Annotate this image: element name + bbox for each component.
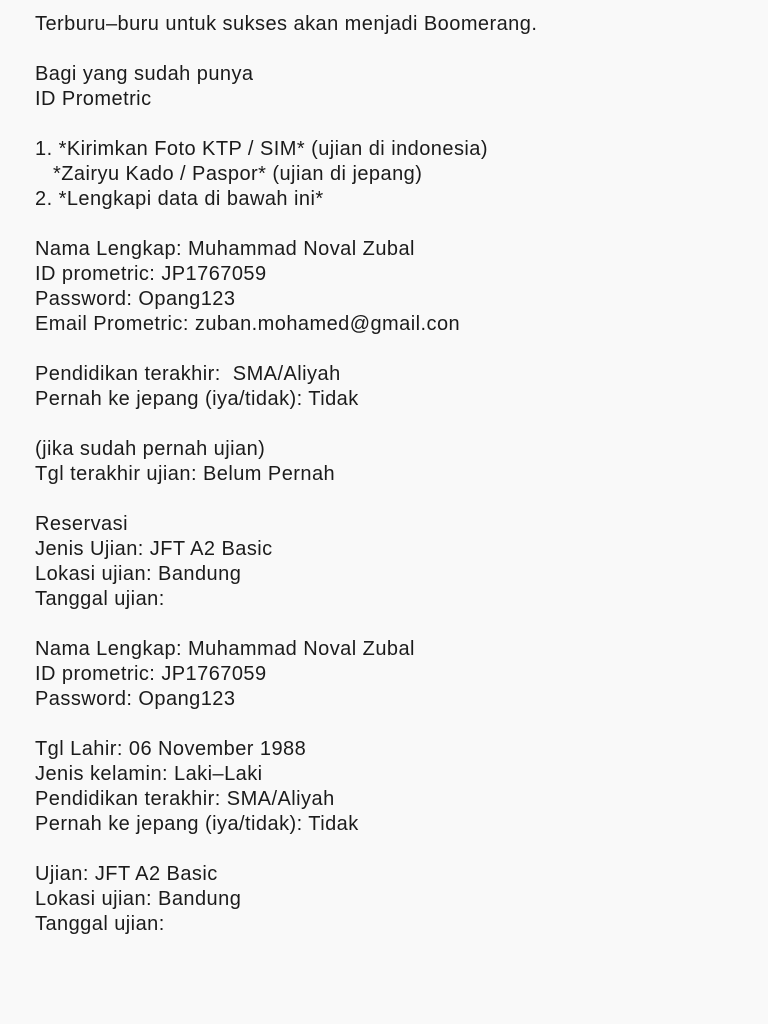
blank-line [35,37,748,62]
blank-line [35,612,748,637]
blank-line [35,837,748,862]
intro-line: Bagi yang sudah punya [35,63,254,85]
blank-line [35,487,748,512]
field-gender: Jenis kelamin: Laki–Laki [35,763,263,785]
field-exam-location: Lokasi ujian: Bandung [35,888,242,910]
blank-line [35,412,748,437]
field-birth-date: Tgl Lahir: 06 November 1988 [35,738,307,760]
field-prometric-id: ID prometric: JP1767059 [35,263,267,285]
blank-line [35,212,748,237]
intro-line: ID Prometric [35,88,152,110]
section-heading-reservation: Reservasi [35,513,128,535]
note-heading: Terburu–buru untuk sukses akan menjadi Boomerang. [35,13,538,35]
field-education: Pendidikan terakhir: SMA/Aliyah [35,363,341,385]
field-password: Password: Opang123 [35,688,236,710]
blank-line [35,712,748,737]
field-exam-date: Tanggal ujian: [35,588,165,610]
instruction-line: *Zairyu Kado / Paspor* (ujian di jepang) [35,163,423,185]
field-full-name: Nama Lengkap: Muhammad Noval Zubal [35,638,415,660]
field-exam-type: Jenis Ujian: JFT A2 Basic [35,538,273,560]
field-exam-type: Ujian: JFT A2 Basic [35,863,218,885]
field-email: Email Prometric: zuban.mohamed@gmail.con [35,313,461,335]
field-last-exam-date: Tgl terakhir ujian: Belum Pernah [35,463,336,485]
field-been-to-japan: Pernah ke jepang (iya/tidak): Tidak [35,388,359,410]
blank-line [35,112,748,137]
field-been-to-japan: Pernah ke jepang (iya/tidak): Tidak [35,813,359,835]
field-exam-location: Lokasi ujian: Bandung [35,563,242,585]
blank-line [35,337,748,362]
note-line: (jika sudah pernah ujian) [35,438,266,460]
instruction-line: 1. *Kirimkan Foto KTP / SIM* (ujian di indonesia) [35,138,488,160]
field-exam-date: Tanggal ujian: [35,913,165,935]
field-education: Pendidikan terakhir: SMA/Aliyah [35,788,335,810]
field-full-name: Nama Lengkap: Muhammad Noval Zubal [35,238,415,260]
field-prometric-id: ID prometric: JP1767059 [35,663,267,685]
field-password: Password: Opang123 [35,288,236,310]
instruction-line: 2. *Lengkapi data di bawah ini* [35,188,324,210]
